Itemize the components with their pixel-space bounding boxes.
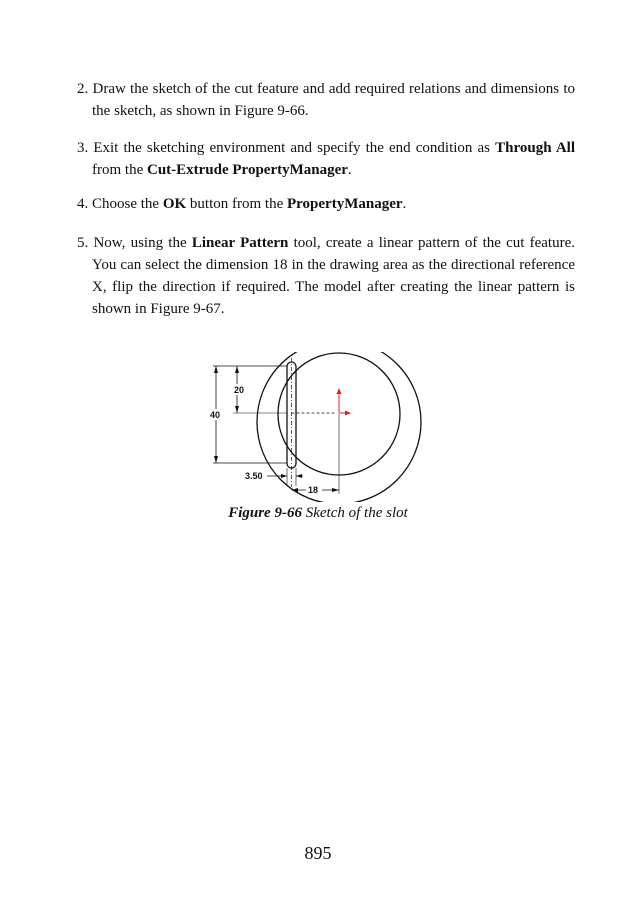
dim-18-label: 18 xyxy=(308,485,319,495)
step-4-bold-ok: OK xyxy=(162,196,187,212)
dim-350-arrow xyxy=(281,474,287,478)
figure-caption xyxy=(0,505,636,522)
step-3-bold-through-all: Through All xyxy=(495,140,575,156)
step-4-bold-propertymanager: PropertyManager xyxy=(287,196,403,212)
step-3 xyxy=(77,137,575,181)
step-3-text-after: . xyxy=(347,162,352,178)
step-4-text-after: . xyxy=(402,196,407,212)
dim-40-arrow-bottom xyxy=(214,456,218,463)
figure-caption-label: Figure 9-66 xyxy=(228,505,302,521)
step-5 xyxy=(77,232,575,320)
step-5-text-after: tool, create a linear pattern of the cut feature. You can select the dimension 18 in the drawing area as the directional reference X, flip the direction if required. The model after creating the linear pattern is shown in Figure 9-67. xyxy=(92,235,576,317)
origin-axes-icon xyxy=(337,388,352,416)
step-2-text: 2. Draw the sketch of the cut feature and add required relations and dimensions to the sketch, as shown in Figure 9-66. xyxy=(77,81,575,119)
step-3-text-before: 3. Exit the sketching environment and specify the end condition as xyxy=(77,140,496,156)
step-3-text-mid: from the xyxy=(92,162,147,178)
figure-caption-text: Sketch of the slot xyxy=(301,505,408,521)
slot-sketch-figure xyxy=(205,352,430,502)
dim-20-arrow-bottom xyxy=(235,406,239,413)
step-4-text-before: 4. Choose the xyxy=(77,196,163,212)
step-2 xyxy=(77,78,575,122)
dim-350-label: 3.50 xyxy=(245,471,263,481)
step-3-bold-cut-extrude: Cut-Extrude PropertyManager xyxy=(146,162,348,178)
page-number: 895 xyxy=(304,843,332,863)
dim-40-label: 40 xyxy=(210,410,221,420)
step-5-bold-linear-pattern: Linear Pattern xyxy=(191,235,289,251)
dim-20-label: 20 xyxy=(234,385,245,395)
step-5-text-before: 5. Now, using the xyxy=(77,235,192,251)
dim-40-arrow-top xyxy=(214,366,218,373)
step-4-text-mid: button from the xyxy=(186,196,287,212)
dim-18-arrow-right xyxy=(332,488,339,492)
step-4 xyxy=(77,193,575,215)
dim-20-arrow-top xyxy=(235,366,239,373)
